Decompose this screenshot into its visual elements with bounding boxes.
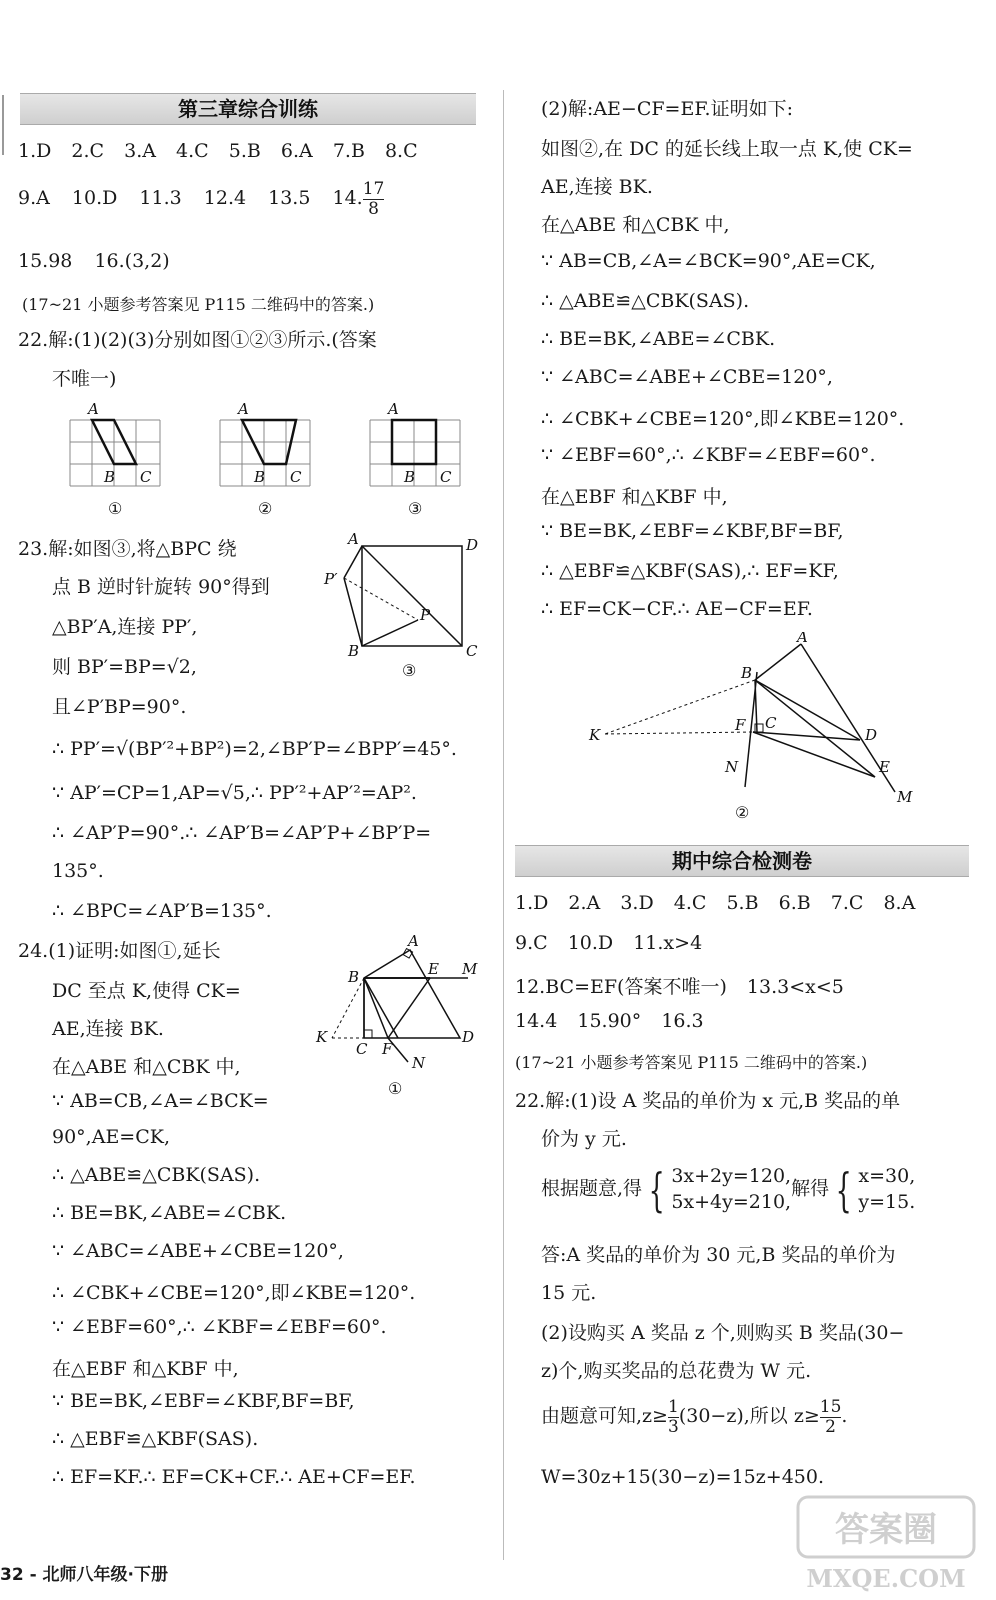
q23-line: 则 BP′=BP=√2, xyxy=(52,656,197,678)
proof-line: AE,连接 BK. xyxy=(541,176,653,198)
answer: 14.4 xyxy=(515,1010,558,1032)
answer: 5.B xyxy=(228,140,261,162)
svg-text:F: F xyxy=(735,716,746,734)
answer: 14. xyxy=(332,187,363,210)
answer: 7.C xyxy=(830,892,864,914)
proof-line: (2)解:AE−CF=EF.证明如下: xyxy=(541,98,794,120)
svg-text:A: A xyxy=(88,400,99,418)
svg-text:A: A xyxy=(348,530,359,548)
answer: 1.D xyxy=(515,892,549,914)
proof-line: ∴ EF=CK−CF.∴ AE−CF=EF. xyxy=(541,598,813,620)
proof-line: 在△EBF 和△KBF 中, xyxy=(541,486,728,508)
q24-line: ∵ BE=BK,∠EBF=∠KBF,BF=BF, xyxy=(52,1390,355,1412)
q23-line: 且∠P′BP=90°. xyxy=(52,696,187,718)
q22-line: 价为 y 元. xyxy=(541,1128,627,1150)
svg-text:E: E xyxy=(879,758,890,776)
svg-text:A: A xyxy=(797,632,808,646)
svg-text:D: D xyxy=(466,536,479,554)
answer: 6.A xyxy=(280,140,313,162)
fig-label: ① xyxy=(108,499,123,518)
svg-text:B: B xyxy=(348,968,360,986)
inequality-line: 由题意可知,z≥ $\frac{1}{3}$ (30−z),所以 z≥ $\frac{15}{2}$ . xyxy=(541,1397,848,1437)
q24-line: ∵ ∠ABC=∠ABE+∠CBE=120°, xyxy=(52,1240,344,1262)
svg-text:F: F xyxy=(382,1040,393,1058)
proof-line: 在△ABE 和△CBK 中, xyxy=(541,214,730,236)
answer: 12.BC=EF(答案不唯一) xyxy=(515,976,727,998)
proof-line: 如图②,在 DC 的延长线上取一点 K,使 CK= xyxy=(541,138,913,160)
note: (17~21 小题参考答案见 P115 二维码中的答案.) xyxy=(22,295,375,314)
answer: 8.A xyxy=(883,892,916,914)
answer: 8.C xyxy=(384,140,418,162)
figure-2 xyxy=(585,632,925,827)
answer: 4.C xyxy=(673,892,707,914)
svg-text:A: A xyxy=(388,400,399,418)
note: (17~21 小题参考答案见 P115 二维码中的答案.) xyxy=(515,1053,868,1072)
answer: 3.D xyxy=(620,892,654,914)
answer: 9.C xyxy=(515,932,548,954)
figure-1 xyxy=(308,930,488,1100)
answer: 2.A xyxy=(568,892,601,914)
answers-row-3 xyxy=(18,250,170,272)
svg-text:③: ③ xyxy=(402,661,417,680)
q24-line: 24.(1)证明:如图①,延长 xyxy=(18,940,221,962)
q24-line: ∴ EF=KF.∴ EF=CK+CF.∴ AE+CF=EF. xyxy=(52,1466,416,1488)
q24-line: ∵ AB=CB,∠A=∠BCK= xyxy=(52,1090,269,1112)
grid-figures xyxy=(60,398,480,520)
answers-row-1 xyxy=(18,140,418,162)
q24-line: ∵ ∠EBF=60°,∴ ∠KBF=∠EBF=60°. xyxy=(52,1316,387,1338)
svg-text:B: B xyxy=(404,468,416,486)
answer: 16.(3,2) xyxy=(94,250,170,272)
answer: 15.98 xyxy=(18,250,73,272)
svg-text:C: C xyxy=(466,642,478,660)
q23-line: ∴ ∠BPC=∠AP′B=135°. xyxy=(52,900,272,922)
system-1: 3x+2y=120, 5x+4y=210, xyxy=(671,1165,792,1213)
q23-line: 135°. xyxy=(52,860,104,882)
svg-text:①: ① xyxy=(388,1079,403,1098)
svg-text:M: M xyxy=(462,960,478,978)
part2-line: z)个,购买奖品的总花费为 W 元. xyxy=(541,1360,812,1382)
q23-line: ∴ ∠AP′P=90°.∴ ∠AP′B=∠AP′P+∠BP′P= xyxy=(52,822,432,844)
answer: 16.3 xyxy=(661,1010,704,1032)
q23-line: 点 B 逆时针旋转 90°得到 xyxy=(52,576,270,598)
svg-text:C: C xyxy=(140,468,152,486)
svg-text:N: N xyxy=(412,1054,426,1072)
svg-text:B: B xyxy=(741,664,753,682)
equation-system-line: 根据题意,得 { 3x+2y=120, 5x+4y=210,解得 { x=30, y=15. xyxy=(541,1162,916,1217)
q24-line: 在△EBF 和△KBF 中, xyxy=(52,1358,239,1380)
svg-text:P: P xyxy=(420,606,431,624)
fig-label: ② xyxy=(258,499,273,518)
svg-text:D: D xyxy=(462,1028,475,1046)
answer: 13.5 xyxy=(268,187,311,210)
answer-line: 15 元. xyxy=(541,1282,597,1304)
column-divider xyxy=(503,90,504,1560)
svg-text:B: B xyxy=(348,642,360,660)
svg-text:P′: P′ xyxy=(324,570,338,588)
answers-row-1 xyxy=(515,892,915,914)
fig-label: ③ xyxy=(408,499,423,518)
answer: 11.x>4 xyxy=(633,932,703,954)
q23-line: ∴ PP′=√(BP′²+BP²)=2,∠BP′P=∠BPP′=45°. xyxy=(52,738,457,760)
answer: 7.B xyxy=(332,140,365,162)
proof-line: ∴ BE=BK,∠ABE=∠CBK. xyxy=(541,328,776,350)
system-2: x=30, y=15. xyxy=(858,1165,916,1213)
svg-text:M: M xyxy=(897,788,913,806)
fig-label: ② xyxy=(735,803,750,822)
q23-line: 23.解:如图③,将△BPC 绕 xyxy=(18,538,237,560)
svg-text:A: A xyxy=(238,400,249,418)
q24-line: ∴ ∠CBK+∠CBE=120°,即∠KBE=120°. xyxy=(52,1282,416,1304)
answer: 6.B xyxy=(778,892,811,914)
answer: 10.D xyxy=(567,932,614,954)
svg-text:K: K xyxy=(589,726,601,744)
svg-text:C: C xyxy=(356,1040,368,1058)
q22-line: 不唯一) xyxy=(52,368,117,390)
svg-text:B: B xyxy=(254,468,266,486)
svg-text:C: C xyxy=(440,468,452,486)
proof-line: ∵ BE=BK,∠EBF=∠KBF,BF=BF, xyxy=(541,520,844,542)
q24-line: ∴ △ABE≌△CBK(SAS). xyxy=(52,1164,261,1186)
proof-line: ∵ ∠ABC=∠ABE+∠CBE=120°, xyxy=(541,366,833,388)
answer-line: 答:A 奖品的单价为 30 元,B 奖品的单价为 xyxy=(541,1244,896,1266)
svg-text:B: B xyxy=(104,468,116,486)
answer: 15.90° xyxy=(577,1010,642,1032)
svg-text:K: K xyxy=(316,1028,328,1046)
chapter-banner: 第三章综合训练 xyxy=(20,93,476,125)
answers-row-2 xyxy=(18,180,384,218)
proof-line: ∴ △ABE≌△CBK(SAS). xyxy=(541,290,750,312)
q24-line: 90°,AE=CK, xyxy=(52,1126,170,1148)
svg-text:N: N xyxy=(725,758,739,776)
answer: 12.4 xyxy=(203,187,247,210)
svg-text:A: A xyxy=(408,932,419,950)
svg-text:C: C xyxy=(765,714,777,732)
svg-text:D: D xyxy=(865,726,878,744)
answer: 5.B xyxy=(726,892,759,914)
answer: 4.C xyxy=(176,140,209,162)
q24-line: 在△ABE 和△CBK 中, xyxy=(52,1056,241,1078)
answer: 9.A xyxy=(18,187,50,210)
proof-line: ∴ ∠CBK+∠CBE=120°,即∠KBE=120°. xyxy=(541,408,905,430)
svg-text:MXQE.COM: MXQE.COM xyxy=(806,1564,966,1593)
figure-3 xyxy=(320,528,490,686)
svg-text:E: E xyxy=(428,960,439,978)
watermark-logo xyxy=(796,1495,976,1595)
page-footer: 32 - 北师八年级·下册 xyxy=(0,1565,169,1585)
svg-text:答案圈: 答案圈 xyxy=(835,1510,937,1550)
answers-row-3 xyxy=(515,972,844,999)
answers-row-4 xyxy=(515,1010,704,1032)
q24-line: AE,连接 BK. xyxy=(52,1018,164,1040)
answer: 1.D xyxy=(18,140,52,162)
proof-line: ∵ AB=CB,∠A=∠BCK=90°,AE=CK, xyxy=(541,250,876,272)
part2-line: (2)设购买 A 奖品 z 个,则购买 B 奖品(30− xyxy=(541,1322,905,1344)
q24-line: DC 至点 K,使得 CK= xyxy=(52,980,241,1002)
answers-row-2 xyxy=(515,932,702,954)
q24-line: ∴ △EBF≌△KBF(SAS). xyxy=(52,1428,259,1450)
fraction: $\frac{17}{8}$ xyxy=(362,179,385,219)
q23-line: ∵ AP′=CP=1,AP=√5,∴ PP′²+AP′²=AP². xyxy=(52,782,417,804)
proof-line: ∴ △EBF≌△KBF(SAS),∴ EF=KF, xyxy=(541,560,839,582)
q22-line: 22.解:(1)(2)(3)分别如图①②③所示.(答案 xyxy=(18,329,377,351)
midterm-banner: 期中综合检测卷 xyxy=(515,845,969,877)
answer: 3.A xyxy=(124,140,156,162)
answer: 2.C xyxy=(71,140,105,162)
answer: 11.3 xyxy=(139,187,182,210)
q24-line: ∴ BE=BK,∠ABE=∠CBK. xyxy=(52,1202,287,1224)
margin-bar xyxy=(2,95,4,155)
answer: 10.D xyxy=(71,187,118,210)
proof-line: ∵ ∠EBF=60°,∴ ∠KBF=∠EBF=60°. xyxy=(541,444,876,466)
answer: 13.3<x<5 xyxy=(746,976,844,998)
svg-text:C: C xyxy=(290,468,302,486)
cost-line: W=30z+15(30−z)=15z+450. xyxy=(541,1466,824,1488)
q23-line: △BP′A,连接 PP′, xyxy=(52,616,198,638)
q22-line: 22.解:(1)设 A 奖品的单价为 x 元,B 奖品的单 xyxy=(515,1090,901,1112)
